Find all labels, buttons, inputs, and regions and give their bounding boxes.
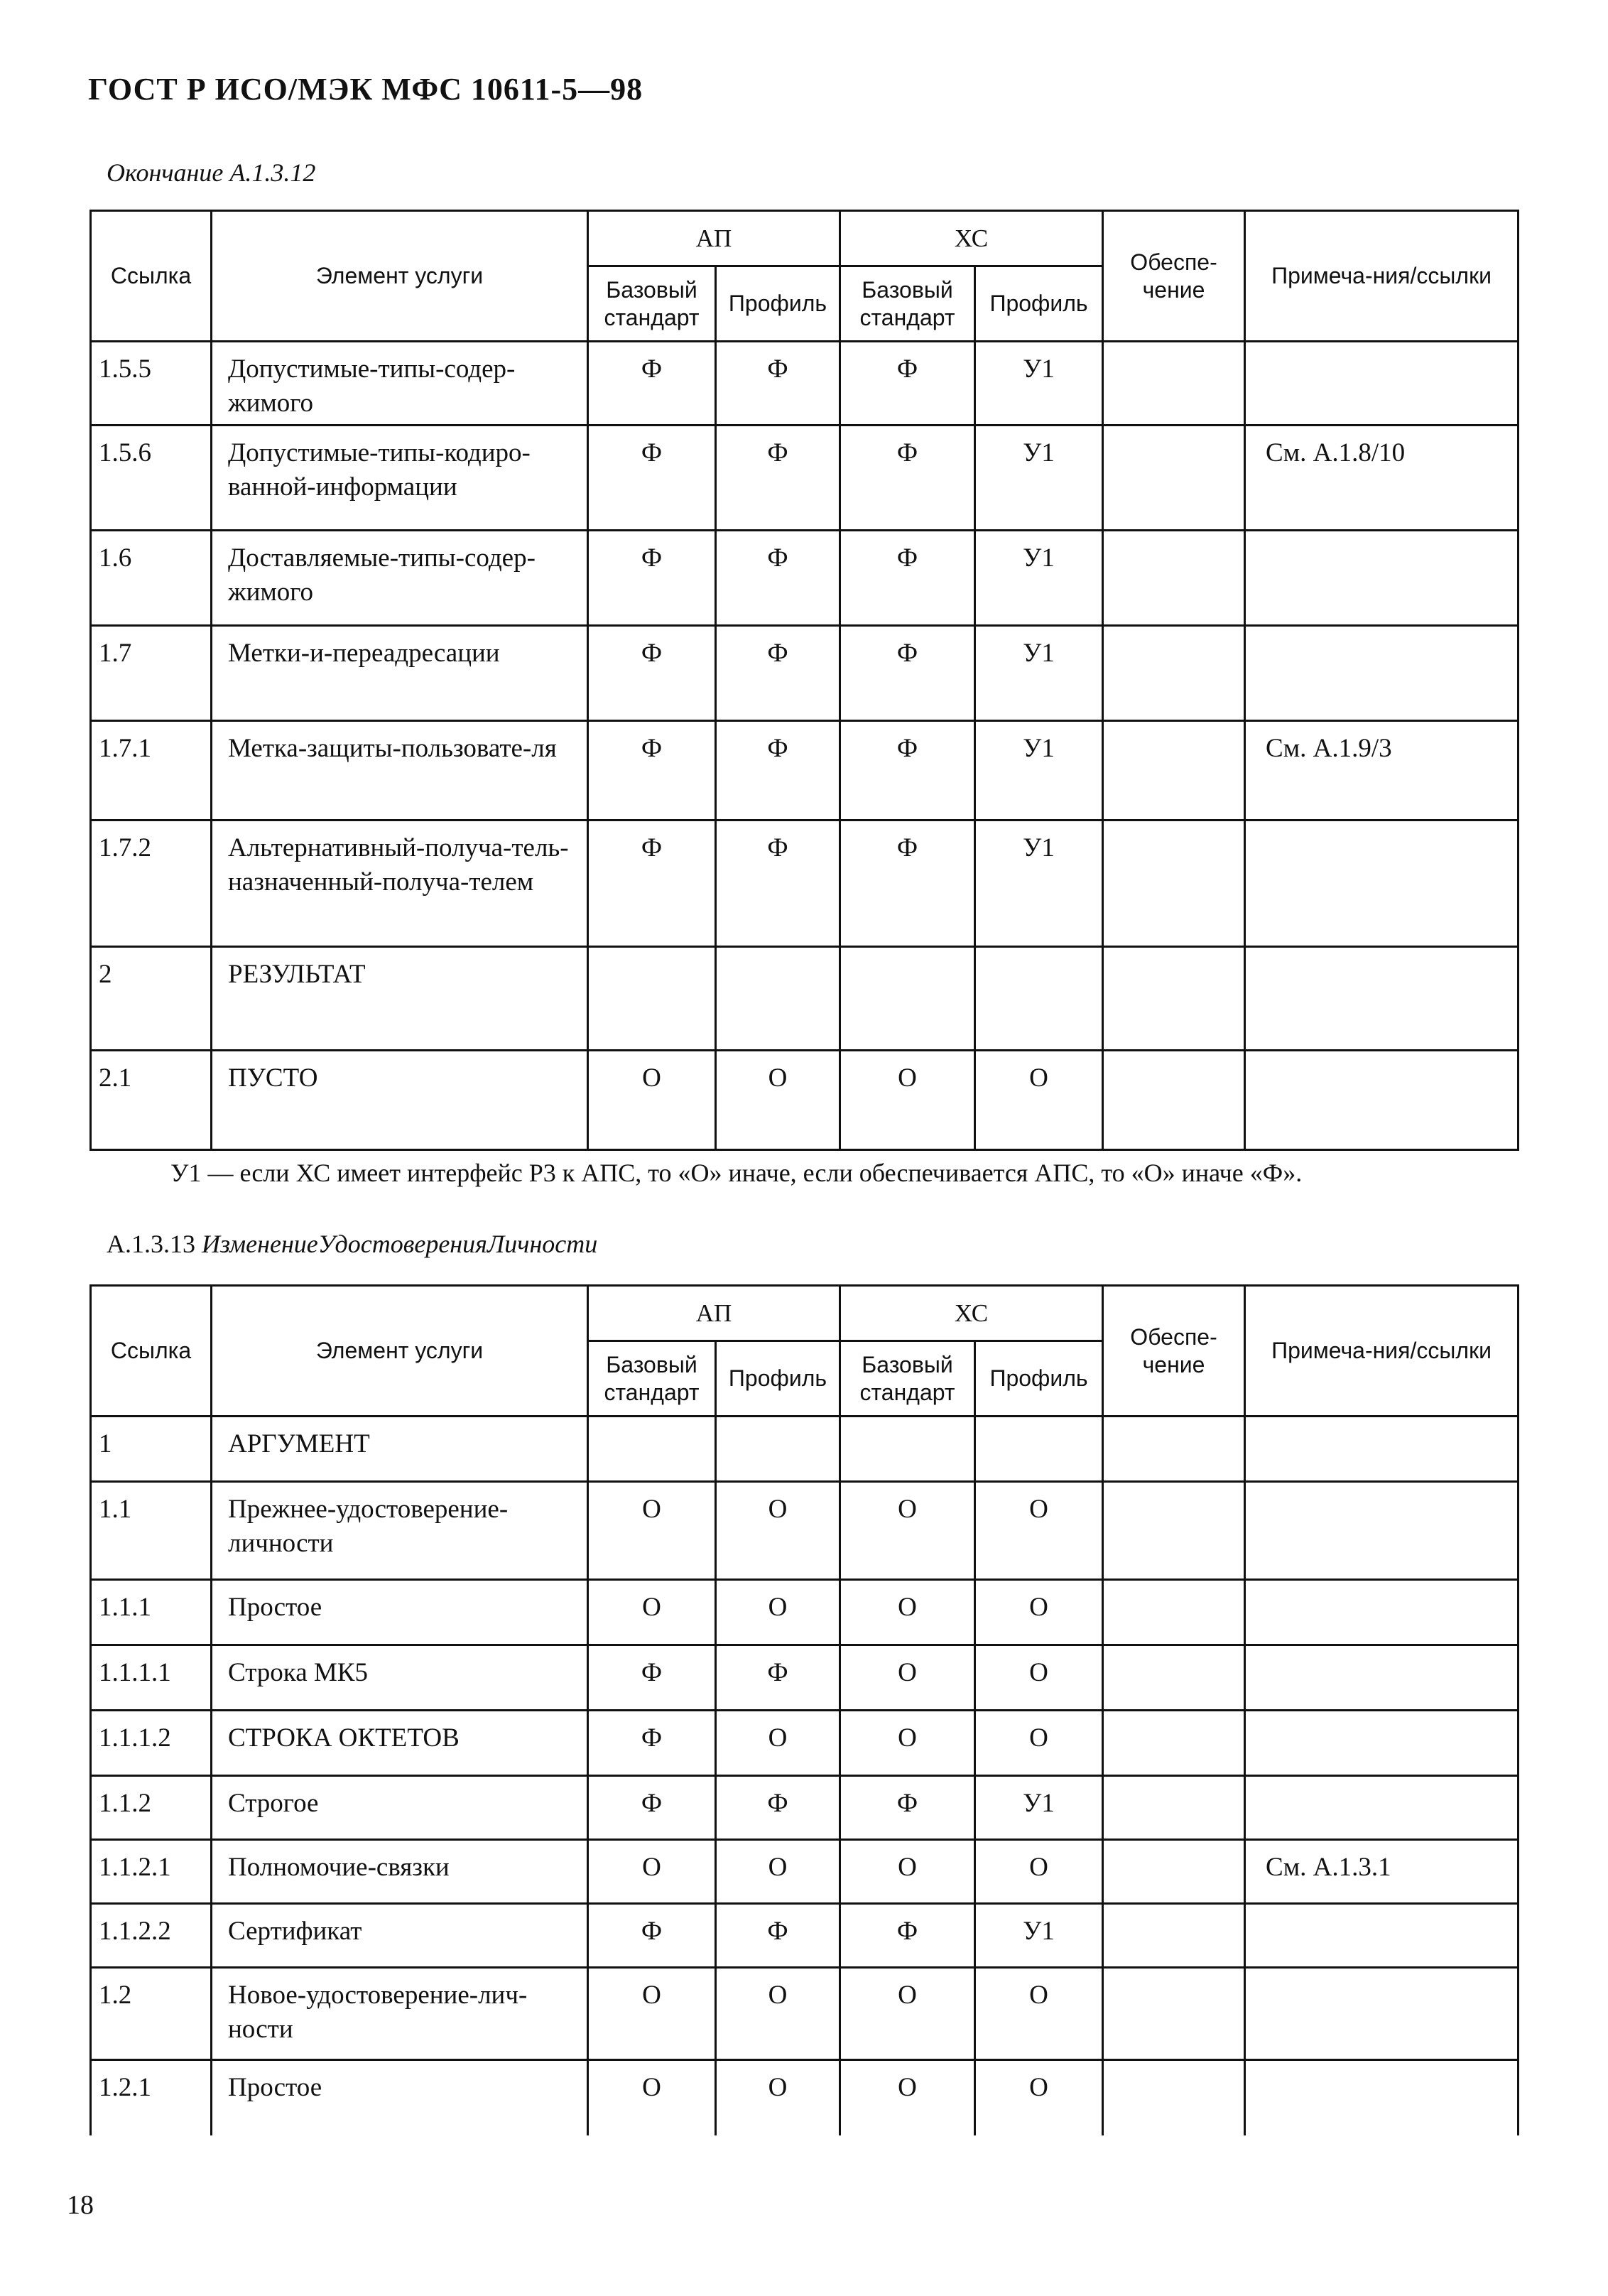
row-ref: 1.5.5 — [91, 342, 212, 426]
row-ref: 1.7.2 — [91, 821, 212, 947]
header-ap-base: Базовый стандарт — [588, 266, 716, 342]
row-element: РЕЗУЛЬТАТ — [212, 947, 588, 1051]
row-hs-base: О — [840, 1580, 975, 1645]
row-ap-profile: Ф — [716, 531, 840, 626]
row-hs-base: Ф — [840, 1904, 975, 1968]
row-support — [1103, 2060, 1245, 2135]
row-ref: 1.2 — [91, 1968, 212, 2060]
row-notes — [1245, 1580, 1519, 1645]
row-ap-base: Ф — [588, 721, 716, 821]
row-support — [1103, 1904, 1245, 1968]
table-header — [91, 1286, 1519, 1417]
row-ap-base: Ф — [588, 426, 716, 531]
row-ap-base: Ф — [588, 342, 716, 426]
table-row — [91, 2060, 1519, 2135]
row-hs-profile: У1 — [975, 426, 1103, 531]
row-hs-base: Ф — [840, 426, 975, 531]
table-header — [91, 211, 1519, 342]
row-hs-profile: О — [975, 1840, 1103, 1904]
page-number: 18 — [67, 2190, 94, 2220]
table-row — [91, 426, 1519, 531]
row-element: Доставляемые-типы-содер-жимого — [212, 531, 588, 626]
row-ap-profile: О — [716, 1580, 840, 1645]
row-hs-profile: О — [975, 1051, 1103, 1150]
row-ap-base: О — [588, 2060, 716, 2135]
row-ap-base: Ф — [588, 1776, 716, 1840]
table-row — [91, 1417, 1519, 1482]
table-row — [91, 947, 1519, 1051]
row-hs-base: О — [840, 1645, 975, 1711]
row-ap-base: Ф — [588, 1904, 716, 1968]
row-hs-profile: У1 — [975, 342, 1103, 426]
row-ap-base — [588, 947, 716, 1051]
row-notes — [1245, 821, 1519, 947]
row-hs-profile: О — [975, 1711, 1103, 1776]
row-ref: 1.6 — [91, 531, 212, 626]
row-notes — [1245, 1482, 1519, 1580]
footnote: У1 — если ХС имеет интерфейс Р3 к АПС, то «О» иначе, если обеспечивается АПС, то «О» иначе «Ф». — [170, 1159, 1303, 1187]
table-row — [91, 1580, 1519, 1645]
table-row — [91, 721, 1519, 821]
row-support — [1103, 1417, 1245, 1482]
row-hs-base: Ф — [840, 626, 975, 721]
row-ap-profile: Ф — [716, 721, 840, 821]
row-ap-base: Ф — [588, 531, 716, 626]
row-notes — [1245, 1711, 1519, 1776]
header-ap: АП — [588, 211, 840, 266]
row-support — [1103, 1580, 1245, 1645]
table-row — [91, 1482, 1519, 1580]
row-element: Строгое — [212, 1776, 588, 1840]
row-ap-base: Ф — [588, 1645, 716, 1711]
row-ap-base: О — [588, 1482, 716, 1580]
table-row — [91, 342, 1519, 426]
header-hs-base: Базовый стандарт — [840, 266, 975, 342]
header-hs-profile: Профиль — [975, 1341, 1103, 1417]
row-hs-base: О — [840, 1482, 975, 1580]
row-ap-profile: Ф — [716, 342, 840, 426]
row-hs-profile: О — [975, 1645, 1103, 1711]
header-hs-profile: Профиль — [975, 266, 1103, 342]
row-hs-base: Ф — [840, 1776, 975, 1840]
row-notes — [1245, 1968, 1519, 2060]
header-support: Обеспе-чение — [1103, 211, 1245, 342]
row-element: АРГУМЕНТ — [212, 1417, 588, 1482]
row-ref: 1.7.1 — [91, 721, 212, 821]
row-notes — [1245, 1904, 1519, 1968]
row-ap-base: Ф — [588, 821, 716, 947]
row-support — [1103, 1051, 1245, 1150]
row-hs-base — [840, 947, 975, 1051]
row-ap-base: О — [588, 1968, 716, 2060]
row-ap-base: Ф — [588, 626, 716, 721]
row-notes: См. А.1.3.1 — [1245, 1840, 1519, 1904]
row-hs-base: О — [840, 2060, 975, 2135]
row-element: Строка МК5 — [212, 1645, 588, 1711]
row-ref: 1.1.1.1 — [91, 1645, 212, 1711]
header-support: Обеспе-чение — [1103, 1286, 1245, 1417]
table-row — [91, 1904, 1519, 1968]
row-hs-base: Ф — [840, 342, 975, 426]
row-ap-profile: Ф — [716, 1645, 840, 1711]
table-row — [91, 531, 1519, 626]
row-ref: 1.2.1 — [91, 2060, 212, 2135]
row-notes: См. А.1.8/10 — [1245, 426, 1519, 531]
table-row — [91, 1645, 1519, 1711]
table-row — [91, 626, 1519, 721]
row-hs-base — [840, 1417, 975, 1482]
row-element: Прежнее-удостоверение-личности — [212, 1482, 588, 1580]
row-ref: 1.1.2 — [91, 1776, 212, 1840]
row-ap-base — [588, 1417, 716, 1482]
header-ref: Ссылка — [91, 211, 212, 342]
header-ap-base: Базовый стандарт — [588, 1341, 716, 1417]
header-element: Элемент услуги — [212, 211, 588, 342]
row-ap-base: О — [588, 1051, 716, 1150]
row-hs-profile: У1 — [975, 531, 1103, 626]
row-ap-profile: О — [716, 1482, 840, 1580]
row-hs-base: Ф — [840, 721, 975, 821]
row-ref: 1.1.2.1 — [91, 1840, 212, 1904]
row-ap-profile: Ф — [716, 1904, 840, 1968]
row-ap-base: О — [588, 1840, 716, 1904]
row-support — [1103, 947, 1245, 1051]
section-title — [107, 1229, 597, 1259]
row-ap-profile: О — [716, 2060, 840, 2135]
row-element: Простое — [212, 1580, 588, 1645]
header-ap: АП — [588, 1286, 840, 1341]
row-hs-profile: У1 — [975, 626, 1103, 721]
table-row — [91, 1840, 1519, 1904]
row-notes — [1245, 531, 1519, 626]
row-notes — [1245, 1776, 1519, 1840]
row-hs-profile — [975, 1417, 1103, 1482]
row-notes — [1245, 626, 1519, 721]
row-notes — [1245, 2060, 1519, 2135]
row-element: Метки-и-переадресации — [212, 626, 588, 721]
row-ap-profile: О — [716, 1968, 840, 2060]
row-ref: 1.1.1 — [91, 1580, 212, 1645]
header-notes: Примеча-ния/ссылки — [1245, 1286, 1519, 1417]
row-support — [1103, 1482, 1245, 1580]
header-hs-base: Базовый стандарт — [840, 1341, 975, 1417]
row-hs-base: Ф — [840, 531, 975, 626]
row-support — [1103, 1645, 1245, 1711]
row-ref: 1.7 — [91, 626, 212, 721]
row-hs-profile: О — [975, 1482, 1103, 1580]
requirements-table-1 — [89, 210, 1519, 1151]
document-header: ГОСТ Р ИСО/МЭК МФС 10611-5—98 — [88, 72, 643, 107]
row-ref: 1.1 — [91, 1482, 212, 1580]
row-element: Полномочие-связки — [212, 1840, 588, 1904]
row-ap-profile: О — [716, 1711, 840, 1776]
table-row — [91, 1051, 1519, 1150]
row-element: Простое — [212, 2060, 588, 2135]
row-support — [1103, 821, 1245, 947]
row-ap-profile: Ф — [716, 626, 840, 721]
header-ap-profile: Профиль — [716, 1341, 840, 1417]
row-ap-profile: О — [716, 1051, 840, 1150]
row-hs-base: Ф — [840, 821, 975, 947]
row-ref: 2 — [91, 947, 212, 1051]
row-hs-base: О — [840, 1840, 975, 1904]
row-element: Метка-защиты-пользовате-ля — [212, 721, 588, 821]
row-hs-profile — [975, 947, 1103, 1051]
row-support — [1103, 531, 1245, 626]
row-notes — [1245, 947, 1519, 1051]
row-hs-base: О — [840, 1711, 975, 1776]
row-element: Альтернативный-получа-тель-назначенный-получа-телем — [212, 821, 588, 947]
row-notes — [1245, 1417, 1519, 1482]
header-element: Элемент услуги — [212, 1286, 588, 1417]
row-hs-base: О — [840, 1968, 975, 2060]
header-notes: Примеча-ния/ссылки — [1245, 211, 1519, 342]
row-hs-base: О — [840, 1051, 975, 1150]
row-hs-profile: О — [975, 1968, 1103, 2060]
row-hs-profile: У1 — [975, 1904, 1103, 1968]
row-ref: 1 — [91, 1417, 212, 1482]
row-support — [1103, 426, 1245, 531]
row-hs-profile: У1 — [975, 821, 1103, 947]
row-ap-base: Ф — [588, 1711, 716, 1776]
row-hs-profile: У1 — [975, 721, 1103, 821]
row-support — [1103, 1840, 1245, 1904]
section-name: ИзменениеУдостоверенияЛичности — [202, 1230, 598, 1258]
table-row — [91, 1776, 1519, 1840]
table-row — [91, 1711, 1519, 1776]
requirements-table-2 — [89, 1284, 1519, 2135]
row-hs-profile: О — [975, 2060, 1103, 2135]
row-ref: 1.1.1.2 — [91, 1711, 212, 1776]
row-element: Новое-удостоверение-лич-ности — [212, 1968, 588, 2060]
row-support — [1103, 1776, 1245, 1840]
row-ap-profile: Ф — [716, 426, 840, 531]
row-ap-base: О — [588, 1580, 716, 1645]
row-element: СТРОКА ОКТЕТОВ — [212, 1711, 588, 1776]
row-notes — [1245, 342, 1519, 426]
row-ap-profile: Ф — [716, 1776, 840, 1840]
row-ap-profile: Ф — [716, 821, 840, 947]
row-ref: 1.1.2.2 — [91, 1904, 212, 1968]
row-support — [1103, 1711, 1245, 1776]
row-notes — [1245, 1051, 1519, 1150]
header-ap-profile: Профиль — [716, 266, 840, 342]
row-ref: 1.5.6 — [91, 426, 212, 531]
row-support — [1103, 721, 1245, 821]
row-notes: См. А.1.9/3 — [1245, 721, 1519, 821]
row-hs-profile: О — [975, 1580, 1103, 1645]
section-number: А.1.3.13 — [107, 1230, 195, 1258]
row-support — [1103, 626, 1245, 721]
continuation-label: Окончание А.1.3.12 — [107, 158, 316, 187]
row-ap-profile — [716, 947, 840, 1051]
row-hs-profile: У1 — [975, 1776, 1103, 1840]
row-notes — [1245, 1645, 1519, 1711]
row-element: Допустимые-типы-кодиро-ванной-информации — [212, 426, 588, 531]
header-hs: ХС — [840, 211, 1103, 266]
row-support — [1103, 1968, 1245, 2060]
table-row — [91, 821, 1519, 947]
row-element: Сертификат — [212, 1904, 588, 1968]
row-ap-profile: О — [716, 1840, 840, 1904]
row-support — [1103, 342, 1245, 426]
row-ref: 2.1 — [91, 1051, 212, 1150]
header-hs: ХС — [840, 1286, 1103, 1341]
row-element: Допустимые-типы-содер-жимого — [212, 342, 588, 426]
header-ref: Ссылка — [91, 1286, 212, 1417]
row-element: ПУСТО — [212, 1051, 588, 1150]
table-row — [91, 1968, 1519, 2060]
row-ap-profile — [716, 1417, 840, 1482]
